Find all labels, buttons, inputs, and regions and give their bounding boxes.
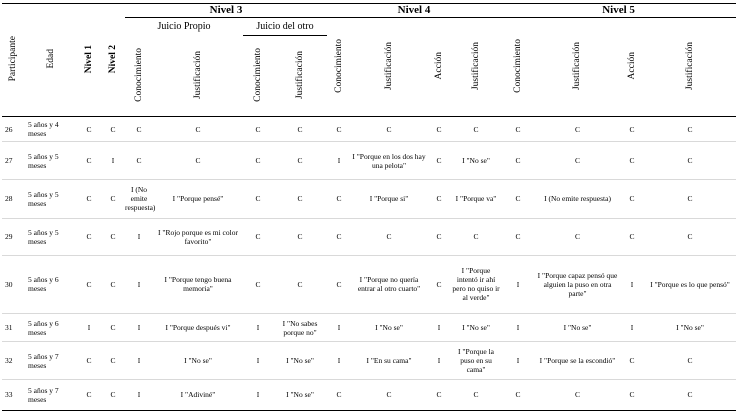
result-cell: C xyxy=(243,116,273,141)
result-cell: C xyxy=(535,218,620,256)
result-cell: I xyxy=(125,379,153,410)
edad-header: Edad xyxy=(25,4,77,117)
nivel4-header: Nivel 4 xyxy=(327,4,501,18)
result-cell: I "No se" xyxy=(153,342,243,380)
n5-justificacion1-header: Justificación xyxy=(572,42,583,91)
participant-cell: 26 xyxy=(2,116,25,141)
result-cell: C xyxy=(644,179,736,218)
participant-cell: 30 xyxy=(2,256,25,314)
participant-cell: 33 xyxy=(2,379,25,410)
participant-cell: 28 xyxy=(2,179,25,218)
result-cell: I xyxy=(101,142,125,180)
result-cell: C xyxy=(101,179,125,218)
result-cell: C xyxy=(501,379,535,410)
result-cell: I "Rojo porque es mi color favorito" xyxy=(153,218,243,256)
result-cell: C xyxy=(273,256,327,314)
result-cell: I "Porque en los dos hay una pelota" xyxy=(351,142,427,180)
result-cell: C xyxy=(451,379,501,410)
result-cell: C xyxy=(273,179,327,218)
result-cell: C xyxy=(535,116,620,141)
nivel1-header: Nivel 1 xyxy=(77,4,101,117)
result-cell: I "Porque si" xyxy=(351,179,427,218)
n4-justificacion1-header: Justificación xyxy=(383,42,394,91)
table-row xyxy=(2,313,736,342)
age-cell: 5 años y 6 meses xyxy=(25,256,77,314)
result-cell: C xyxy=(535,379,620,410)
result-cell: C xyxy=(243,256,273,314)
n4-conocimiento-header: Conocimiento xyxy=(333,39,344,93)
result-cell: C xyxy=(451,218,501,256)
result-cell: C xyxy=(620,218,644,256)
result-cell: I (No emite respuesta) xyxy=(125,179,153,218)
nivel5-header: Nivel 5 xyxy=(501,4,736,18)
age-cell: 5 años y 5 meses xyxy=(25,179,77,218)
result-cell: C xyxy=(77,142,101,180)
result-cell: I xyxy=(501,342,535,380)
result-cell: I xyxy=(125,218,153,256)
result-cell: I xyxy=(125,342,153,380)
result-cell: C xyxy=(351,116,427,141)
result-cell: C xyxy=(427,142,451,180)
table-row xyxy=(2,116,736,141)
result-cell: C xyxy=(77,179,101,218)
participant-cell: 32 xyxy=(2,342,25,380)
table-row xyxy=(2,142,736,180)
result-cell: I xyxy=(327,313,351,342)
result-cell: C xyxy=(273,142,327,180)
result-cell: C xyxy=(77,116,101,141)
n4-justificacion2-header: Justificación xyxy=(470,42,481,91)
result-cell: I xyxy=(243,379,273,410)
result-cell: I xyxy=(243,342,273,380)
result-cell: I "Porque intentó ir ahí pero no quiso ir al verde" xyxy=(451,256,501,314)
result-cell: I "Porque capaz pensó que alguien la puso en otra parte" xyxy=(535,256,620,314)
result-cell: C xyxy=(77,342,101,380)
result-cell: I "No se" xyxy=(351,313,427,342)
result-cell: C xyxy=(451,116,501,141)
age-cell: 5 años y 5 meses xyxy=(25,142,77,180)
result-cell: C xyxy=(535,142,620,180)
result-cell: I "Porque va" xyxy=(451,179,501,218)
result-cell: I xyxy=(77,313,101,342)
result-cell: C xyxy=(327,218,351,256)
result-cell: I xyxy=(243,313,273,342)
result-cell: I "No se" xyxy=(451,313,501,342)
age-cell: 5 años y 4 meses xyxy=(25,116,77,141)
result-cell: C xyxy=(243,142,273,180)
jp-justificacion-header: Justificación xyxy=(192,50,203,99)
juicio-propio-header: Juicio Propio xyxy=(157,21,211,33)
result-cell: C xyxy=(77,379,101,410)
nivel3-header: Nivel 3 xyxy=(125,4,327,18)
jo-conocimiento-header: Conocimiento xyxy=(252,48,263,102)
result-cell: I "Porque es lo que pensó" xyxy=(644,256,736,314)
result-cell: I xyxy=(327,142,351,180)
result-cell: C xyxy=(644,342,736,380)
result-cell: I "No sabes porque no" xyxy=(273,313,327,342)
result-cell: C xyxy=(620,142,644,180)
result-cell: C xyxy=(427,256,451,314)
result-cell: C xyxy=(77,256,101,314)
participante-header: Participante xyxy=(2,4,25,117)
jo-justificacion-header: Justificación xyxy=(294,50,305,99)
participant-cell: 31 xyxy=(2,313,25,342)
result-cell: I xyxy=(427,342,451,380)
result-cell: C xyxy=(427,116,451,141)
table-row xyxy=(2,379,736,410)
result-cell: C xyxy=(427,179,451,218)
result-cell: I xyxy=(501,313,535,342)
result-cell: I "Porque pensé" xyxy=(153,179,243,218)
result-cell: C xyxy=(153,142,243,180)
result-cell: C xyxy=(101,379,125,410)
result-cell: C xyxy=(620,342,644,380)
result-cell: C xyxy=(125,116,153,141)
result-cell: C xyxy=(644,142,736,180)
result-cell: I "No se" xyxy=(535,313,620,342)
result-cell: C xyxy=(327,379,351,410)
age-cell: 5 años y 6 meses xyxy=(25,313,77,342)
result-cell: I xyxy=(125,256,153,314)
age-cell: 5 años y 5 meses xyxy=(25,218,77,256)
result-cell: I xyxy=(327,342,351,380)
result-cell: I "Porque no quería entrar al otro cuarto" xyxy=(351,256,427,314)
result-cell: C xyxy=(644,379,736,410)
result-cell: I "Porque se la escondió" xyxy=(535,342,620,380)
participant-cell: 27 xyxy=(2,142,25,180)
result-cell: C xyxy=(101,218,125,256)
result-cell: I xyxy=(620,256,644,314)
table-row xyxy=(2,256,736,314)
n5-accion-header: Acción xyxy=(626,52,637,80)
result-cell: C xyxy=(273,116,327,141)
result-cell: I "Adiviné" xyxy=(153,379,243,410)
jp-conocimiento-header: Conocimiento xyxy=(133,47,144,102)
result-cell: C xyxy=(501,142,535,180)
result-cell: I "No se" xyxy=(644,313,736,342)
n5-justificacion2-header: Justificación xyxy=(684,42,695,91)
result-cell: C xyxy=(125,142,153,180)
result-cell: C xyxy=(101,256,125,314)
result-cell: I "Porque tengo buena memoria" xyxy=(153,256,243,314)
result-cell: C xyxy=(644,218,736,256)
result-cell: I xyxy=(501,256,535,314)
table-row xyxy=(2,218,736,256)
result-cell: I xyxy=(620,313,644,342)
result-cell: C xyxy=(501,218,535,256)
result-cell: I (No emite respuesta) xyxy=(535,179,620,218)
result-cell: C xyxy=(243,218,273,256)
result-cell: C xyxy=(327,256,351,314)
result-cell: C xyxy=(620,116,644,141)
result-cell: C xyxy=(501,116,535,141)
result-cell: I "No se" xyxy=(273,342,327,380)
result-cell: C xyxy=(101,342,125,380)
result-cell: C xyxy=(620,379,644,410)
n5-conocimiento-header: Conocimiento xyxy=(512,39,523,93)
results-table xyxy=(2,3,736,411)
result-cell: C xyxy=(427,218,451,256)
result-cell: C xyxy=(427,379,451,410)
result-cell: I "Porque después vi" xyxy=(153,313,243,342)
participant-cell: 29 xyxy=(2,218,25,256)
juicio-otro-header: Juicio del otro xyxy=(243,18,327,36)
result-cell: I "En su cama" xyxy=(351,342,427,380)
age-cell: 5 años y 7 meses xyxy=(25,379,77,410)
result-cell: C xyxy=(77,218,101,256)
result-cell: C xyxy=(243,179,273,218)
result-cell: C xyxy=(327,179,351,218)
result-cell: C xyxy=(153,116,243,141)
result-cell: C xyxy=(644,116,736,141)
result-cell: C xyxy=(620,179,644,218)
table-row xyxy=(2,179,736,218)
result-cell: C xyxy=(101,313,125,342)
n4-accion-header: Acción xyxy=(433,52,444,80)
result-cell: C xyxy=(351,218,427,256)
result-cell: C xyxy=(501,179,535,218)
nivel2-header: Nivel 2 xyxy=(101,4,125,117)
result-cell: I xyxy=(427,313,451,342)
result-cell: I xyxy=(125,313,153,342)
result-cell: C xyxy=(101,116,125,141)
result-cell: C xyxy=(327,116,351,141)
result-cell: C xyxy=(351,379,427,410)
result-cell: I "No se" xyxy=(451,142,501,180)
age-cell: 5 años y 7 meses xyxy=(25,342,77,380)
table-row xyxy=(2,342,736,380)
result-cell: I "No se" xyxy=(273,379,327,410)
result-cell: C xyxy=(273,218,327,256)
result-cell: I "Porque la puso en su cama" xyxy=(451,342,501,380)
